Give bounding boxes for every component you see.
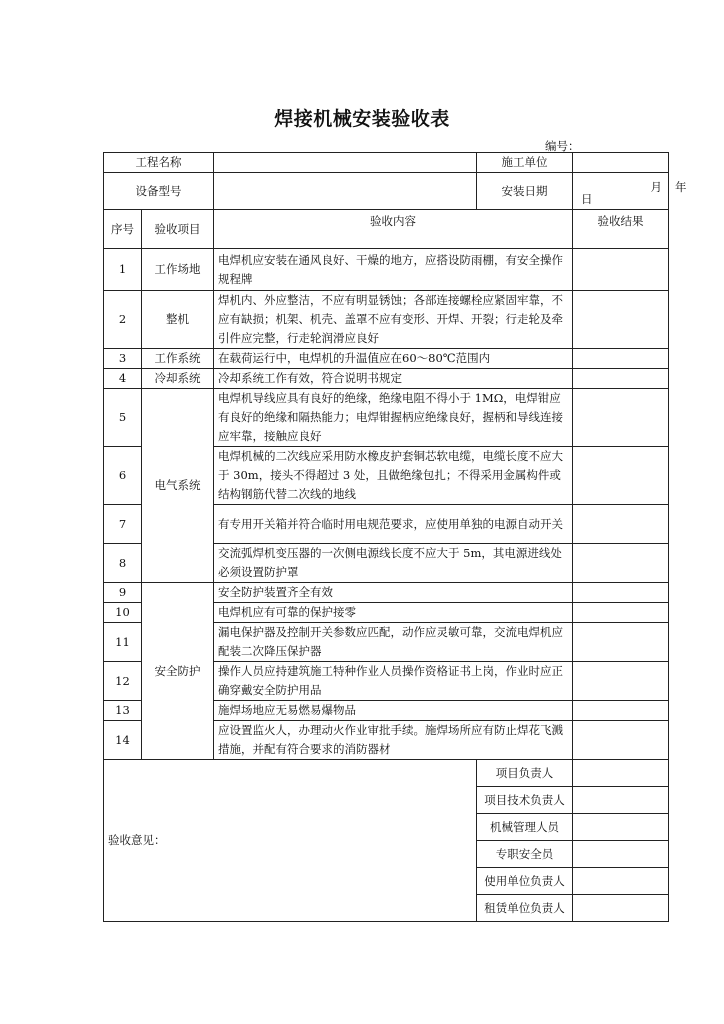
signature-field[interactable] bbox=[573, 760, 669, 787]
table-row bbox=[104, 349, 669, 369]
row-item: 工作场地 bbox=[142, 249, 214, 291]
row-result-field[interactable] bbox=[573, 447, 669, 505]
row-content: 交流弧焊机变压器的一次侧电源线长度不应大于 5m，其电源进线处必须设置防护罩 bbox=[214, 544, 573, 583]
signature-field[interactable] bbox=[573, 868, 669, 895]
signatory-label: 项目负责人 bbox=[477, 760, 573, 787]
row-content: 电焊机械的二次线应采用防水橡皮护套铜芯软电缆，电缆长度不应大于 30m，接头不得超过 3 处，且做绝缘包扎；不得采用金属构件或结构钢筋代替二次线的地线 bbox=[214, 447, 573, 505]
signatory-label: 租赁单位负责人 bbox=[477, 895, 573, 922]
header-row-equipment bbox=[104, 173, 669, 210]
date-year-label: 年 bbox=[675, 180, 687, 194]
column-item: 验收项目 bbox=[142, 210, 214, 249]
row-item: 冷却系统 bbox=[142, 369, 214, 389]
project-name-label: 工程名称 bbox=[104, 153, 214, 173]
row-content: 操作人员应持建筑施工特种作业人员操作资格证书上岗，作业时应正确穿戴安全防护用品 bbox=[214, 662, 573, 701]
row-result-field[interactable] bbox=[573, 583, 669, 603]
row-content: 有专用开关箱并符合临时用电规范要求，应使用单独的电源自动开关 bbox=[214, 505, 573, 544]
column-result: 验收结果 bbox=[573, 210, 669, 249]
row-number: 5 bbox=[104, 389, 142, 447]
column-content: 验收内容 bbox=[214, 210, 573, 249]
row-number: 14 bbox=[104, 721, 142, 760]
signatory-label: 专职安全员 bbox=[477, 841, 573, 868]
row-result-field[interactable] bbox=[573, 623, 669, 662]
row-result-field[interactable] bbox=[573, 349, 669, 369]
column-header-row bbox=[104, 210, 669, 249]
row-number: 10 bbox=[104, 603, 142, 623]
row-result-field[interactable] bbox=[573, 505, 669, 544]
table-row bbox=[104, 583, 669, 603]
group-safety-protection: 安全防护 bbox=[142, 583, 214, 760]
row-result-field[interactable] bbox=[573, 603, 669, 623]
row-content: 施焊场地应无易燃易爆物品 bbox=[214, 701, 573, 721]
row-number: 11 bbox=[104, 623, 142, 662]
row-number: 12 bbox=[104, 662, 142, 701]
serial-number-label: 编号： bbox=[545, 139, 580, 153]
row-number: 7 bbox=[104, 505, 142, 544]
row-content: 电焊机应有可靠的保护接零 bbox=[214, 603, 573, 623]
signature-field[interactable] bbox=[573, 787, 669, 814]
row-content: 冷却系统工作有效，符合说明书规定 bbox=[214, 369, 573, 389]
row-content: 在载荷运行中，电焊机的升温值应在60～80℃范围内 bbox=[214, 349, 573, 369]
row-item: 工作系统 bbox=[142, 349, 214, 369]
row-content: 焊机内、外应整洁，不应有明显锈蚀；各部连接螺栓应紧固牢靠，不应有缺损；机架、机壳、盖罩不应有变形、开焊、开裂；行走轮及牵引件应完整，行走轮润滑应良好 bbox=[214, 291, 573, 349]
acceptance-form-table bbox=[103, 152, 687, 922]
install-date-field[interactable] bbox=[573, 173, 687, 210]
row-item: 整机 bbox=[142, 291, 214, 349]
opinion-label: 验收意见： bbox=[108, 833, 166, 847]
opinion-field[interactable] bbox=[104, 760, 477, 922]
signature-field[interactable] bbox=[573, 895, 669, 922]
install-date-label: 安装日期 bbox=[477, 173, 573, 210]
row-content: 应设置监火人，办理动火作业审批手续。施焊场所应有防止焊花飞溅措施，并配有符合要求的消防器材 bbox=[214, 721, 573, 760]
group-electrical-system: 电气系统 bbox=[142, 389, 214, 583]
row-content: 漏电保护器及控制开关参数应匹配，动作应灵敏可靠，交流电焊机应配装二次降压保护器 bbox=[214, 623, 573, 662]
row-number: 4 bbox=[104, 369, 142, 389]
row-number: 3 bbox=[104, 349, 142, 369]
signature-field[interactable] bbox=[573, 841, 669, 868]
row-number: 13 bbox=[104, 701, 142, 721]
row-number: 6 bbox=[104, 447, 142, 505]
table-row bbox=[104, 249, 669, 291]
row-content: 安全防护装置齐全有效 bbox=[214, 583, 573, 603]
row-result-field[interactable] bbox=[573, 369, 669, 389]
header-row-project bbox=[104, 153, 669, 173]
construction-unit-field[interactable] bbox=[573, 153, 669, 173]
project-name-field[interactable] bbox=[214, 153, 477, 173]
page-title: 焊接机械安装验收表 bbox=[274, 108, 450, 130]
row-result-field[interactable] bbox=[573, 389, 669, 447]
row-number: 1 bbox=[104, 249, 142, 291]
column-seq: 序号 bbox=[104, 210, 142, 249]
signatory-label: 机械管理人员 bbox=[477, 814, 573, 841]
signature-field[interactable] bbox=[573, 814, 669, 841]
row-result-field[interactable] bbox=[573, 721, 669, 760]
table-row bbox=[104, 389, 669, 447]
date-month-label: 月 bbox=[650, 180, 662, 194]
row-number: 2 bbox=[104, 291, 142, 349]
signature-row bbox=[104, 760, 669, 787]
construction-unit-label: 施工单位 bbox=[477, 153, 573, 173]
equipment-model-field[interactable] bbox=[214, 173, 477, 210]
row-number: 9 bbox=[104, 583, 142, 603]
row-content: 电焊机导线应具有良好的绝缘，绝缘电阻不得小于 1MΩ，电焊钳应有良好的绝缘和隔热能力；电焊钳握柄应绝缘良好，握柄和导线连接应牢靠，接触应良好 bbox=[214, 389, 573, 447]
row-result-field[interactable] bbox=[573, 544, 669, 583]
equipment-model-label: 设备型号 bbox=[104, 173, 214, 210]
row-content: 电焊机应安装在通风良好、干燥的地方，应搭设防雨棚，有安全操作规程牌 bbox=[214, 249, 573, 291]
signatory-label: 使用单位负责人 bbox=[477, 868, 573, 895]
date-day-label: 日 bbox=[581, 192, 593, 206]
signatory-label: 项目技术负责人 bbox=[477, 787, 573, 814]
row-result-field[interactable] bbox=[573, 662, 669, 701]
table-row bbox=[104, 369, 669, 389]
row-result-field[interactable] bbox=[573, 249, 669, 291]
table-row bbox=[104, 291, 669, 349]
row-number: 8 bbox=[104, 544, 142, 583]
row-result-field[interactable] bbox=[573, 291, 669, 349]
row-result-field[interactable] bbox=[573, 701, 669, 721]
